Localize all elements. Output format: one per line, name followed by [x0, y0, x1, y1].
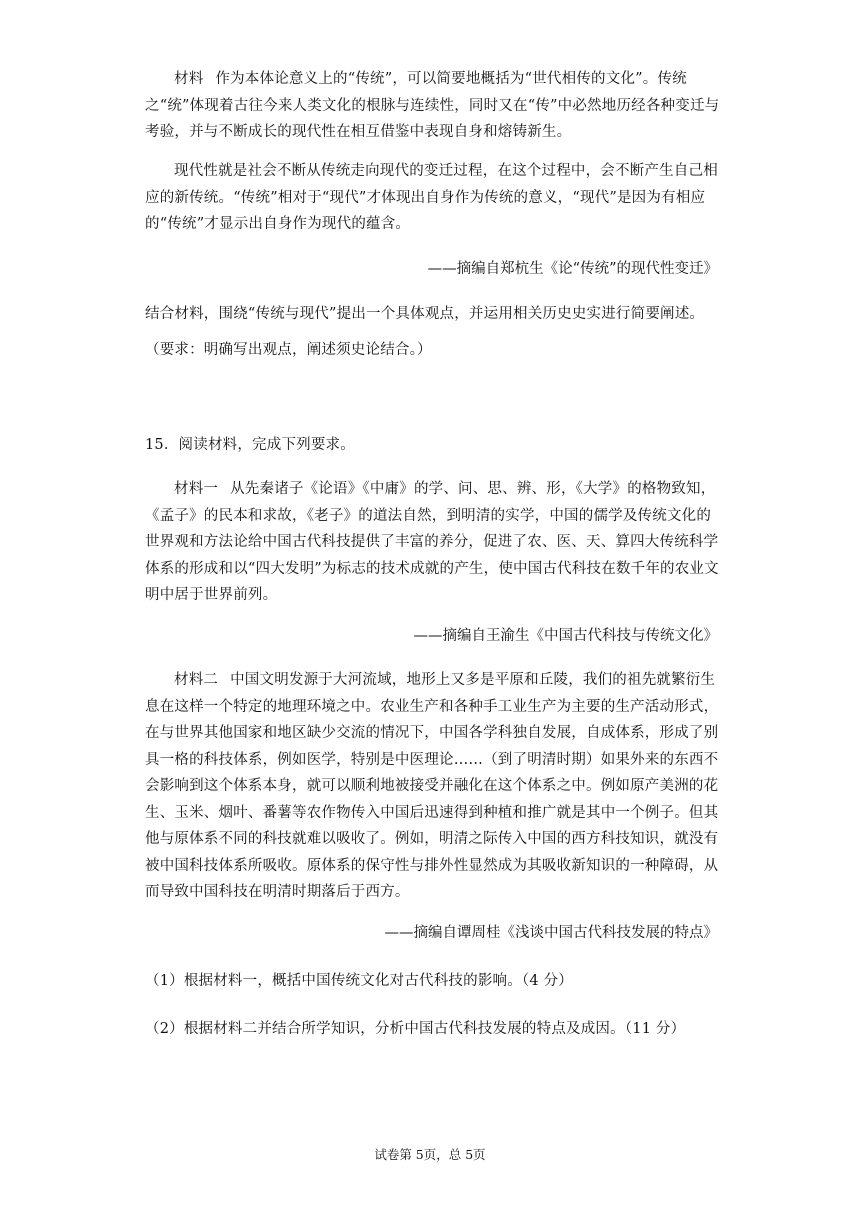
material-1-text: 从先秦诸子《论语》《中庸》的学、问、思、辨、形，《大学》的格物致知，《孟子》的民本和求故，《老子》的道法自然，到明清的实学，中国的儒学及传统文化的世界观和方法论给中国古代科技提供了丰富的养分，促进了农、医、天、算四大传统科学体系的形成和以“四大发明”为标志的技术成就的产生，使中国古代科技在数千年的农业文明中居于世界前列。	[145, 481, 719, 603]
task-text: 结合材料，围绕“传统与现代”提出一个具体观点，并运用相关历史史实进行简要阐述。	[145, 306, 705, 322]
material-1-citation: ——摘编自王渝生《中国古代科技与传统文化》	[413, 628, 718, 644]
sub-question-1: （1）根据材料一，概括中国传统文化对古代科技的影响。（4 分）	[145, 973, 574, 989]
material-2-citation: ——摘编自谭周桂《浅谈中国古代科技发展的特点》	[384, 925, 718, 941]
requirement-text: （要求：明确写出观点，阐述须史论结合。）	[145, 342, 432, 358]
material-paragraph	[145, 66, 720, 146]
material-label: 材料	[174, 71, 204, 87]
material-2-label: 材料二	[174, 672, 219, 688]
sub-question-2: （2）根据材料二并结合所学知识，分析中国古代科技发展的特点及成因。（11 分）	[145, 1021, 686, 1037]
material-2-text: 中国文明发源于大河流域，地形上又多是平原和丘陵，我们的祖先就繁衍生息在这样一个特定的地理环境之中。农业生产和各种手工业生产为主要的生产活动形式，在与世界其他国家和地区缺少交流的情况下，中国各学科独自发展，自成体系，形成了别具一格的科技体系，例如医学，特别是中医理论……（到了明清时期）如果外来的东西不会影响到这个体系本身，就可以顺利地被接受并融化在这个体系之中。例如原产美洲的花生、玉米、烟叶、番薯等农作物传入中国后迅速得到种植和推广就是其中一个例子。但其他与原体系不同的科技就难以吸收了。例如，明清之际传入中国的西方科技知识，就没有被中国科技体系所吸收。原体系的保守性与排外性显然成为其吸收新知识的一种障碍，从而导致中国科技在明清时期落后于西方。	[145, 672, 719, 900]
citation: ——摘编自郑杭生《论“传统”的现代性变迁》	[427, 261, 718, 277]
material-2-paragraph	[145, 667, 720, 906]
page-footer: 试卷第 5页，总 5页	[374, 1147, 486, 1162]
material-paragraph-2: 现代性就是社会不断从传统走向现代的变迁过程，在这个过程中，会不断产生自己相应的新传统。“传统”相对于“现代”才体现出自身作为传统的意义，“现代”是因为有相应的“传统”才显示出自身作为现代的蕴含。	[145, 163, 718, 232]
material-1-label: 材料一	[174, 481, 219, 497]
material-1-paragraph	[145, 476, 720, 609]
question-15-heading: 15．阅读材料，完成下列要求。	[145, 437, 355, 453]
material-text: 作为本体论意义上的“传统”，可以简要地概括为“世代相传的文化”。传统之“统”体现着古往今来人类文化的根脉与连续性，同时又在“传”中必然地历经各种变迁与考验，并与不断成长的现代性在相互借鉴中表现自身和熔铸新生。	[145, 71, 720, 140]
